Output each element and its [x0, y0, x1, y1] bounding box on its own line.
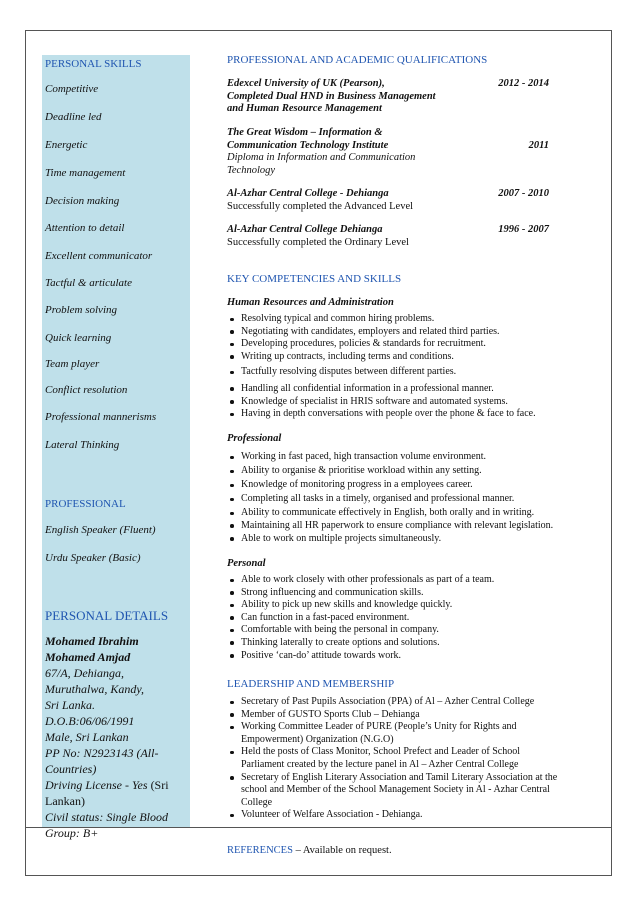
country: Sri Lanka.	[45, 698, 96, 712]
list-item: Member of GUSTO Sports Club – Dehianga	[227, 709, 572, 722]
references-text: – Available on request.	[292, 845, 392, 856]
leadership-list	[227, 696, 572, 822]
qualification-years: 2007 - 2010	[498, 188, 549, 199]
personal-details	[45, 633, 188, 841]
skill-item: Tactful & articulate	[45, 277, 132, 289]
qualifications-heading: PROFESSIONAL AND ACADEMIC QUALIFICATIONS	[227, 54, 488, 66]
qualification-title: Successfully completed the Advanced Level	[227, 200, 414, 212]
skill-item: Attention to detail	[45, 222, 125, 234]
name-line: Mohamed Ibrahim	[45, 634, 139, 648]
references-line	[227, 845, 392, 856]
qualification-title: Completed Dual HND in Business Management	[227, 90, 436, 102]
list-item: Resolving typical and common hiring problems.	[227, 313, 572, 326]
list-item: Having in depth conversations with people over the phone & face to face.	[227, 408, 572, 421]
personal-skill-list	[227, 574, 572, 662]
personal-skills-heading: PERSONAL SKILLS	[45, 58, 142, 70]
date-of-birth: D.O.B:06/06/1991	[45, 714, 135, 728]
skill-item: Quick learning	[45, 332, 112, 344]
list-item: Comfortable with being the personal in company.	[227, 624, 572, 637]
qualification-entry	[227, 188, 557, 213]
list-item: Able to work on multiple projects simultaneously.	[227, 533, 572, 546]
references-heading: REFERENCES	[227, 845, 293, 856]
qualification-title: and Human Resource Management	[227, 103, 382, 114]
address: 67/A, Dehianga, Muruthalwa, Kandy,	[45, 666, 145, 696]
skill-item: Team player	[45, 358, 100, 370]
list-item: Able to work closely with other professionals as part of a team.	[227, 574, 572, 587]
list-item: Knowledge of monitoring progress in a employees career.	[227, 479, 572, 492]
qualification-title: Successfully completed the Ordinary Level	[227, 236, 409, 248]
qualification-entry	[227, 78, 557, 116]
professional-heading: PROFESSIONAL	[45, 498, 126, 510]
professional-skill-list	[227, 451, 572, 545]
professional-skills-heading: Professional	[227, 433, 282, 444]
language-item: English Speaker (Fluent)	[45, 524, 156, 536]
personal-skills-subheading: Personal	[227, 558, 266, 569]
skill-item: Excellent communicator	[45, 250, 153, 262]
list-item: Can function in a fast-paced environment.	[227, 612, 572, 625]
institution: Al-Azhar Central College - Dehianga	[227, 188, 389, 199]
skill-item: Time management	[45, 167, 126, 179]
list-item: Working Committee Leader of PURE (People’s Unity for Rights and Empowerment) Organization (N.G.O)	[227, 721, 572, 746]
list-item: Secretary of Past Pupils Association (PPA) of Al – Azher Central College	[227, 696, 572, 709]
gender-nationality: Male, Sri Lankan	[45, 730, 129, 744]
list-item: Held the posts of Class Monitor, School Prefect and Leader of School Parliament created by the lecture panel in Al – Azher Central College	[227, 746, 572, 771]
list-item: Negotiating with candidates, employers and related third parties.	[227, 326, 572, 339]
license-label: Driving License - Yes	[45, 778, 148, 792]
skill-item: Professional mannerisms	[45, 411, 157, 423]
qualification-entry	[227, 224, 557, 249]
skill-item: Problem solving	[45, 304, 117, 316]
list-item: Ability to pick up new skills and knowledge quickly.	[227, 599, 572, 612]
driving-license	[45, 777, 188, 809]
list-item: Developing procedures, policies & standards for recruitment.	[227, 338, 572, 351]
skill-item: Lateral Thinking	[45, 439, 120, 451]
hr-skill-list	[227, 313, 572, 421]
civil-status: Civil status: Single Blood Group: B+	[45, 810, 168, 840]
institution: Edexcel University of UK (Pearson),	[227, 78, 385, 89]
institution: Al-Azhar Central College Dehianga	[227, 224, 383, 235]
personal-details-heading: PERSONAL DETAILS	[45, 608, 169, 623]
list-item: Volunteer of Welfare Association - Dehianga.	[227, 809, 572, 822]
competencies-heading: KEY COMPETENCIES AND SKILLS	[227, 273, 402, 285]
skill-item: Energetic	[45, 139, 88, 151]
list-item: Tactfully resolving disputes between different parties.	[227, 366, 572, 379]
skill-item: Competitive	[45, 83, 99, 95]
skill-item: Conflict resolution	[45, 384, 128, 396]
leadership-heading: LEADERSHIP AND MEMBERSHIP	[227, 678, 395, 690]
list-item: Ability to communicate effectively in English, both orally and in writing.	[227, 507, 572, 520]
name-line: Mohamed Amjad	[45, 650, 131, 664]
list-item: Positive ‘can-do’ attitude towards work.	[227, 650, 572, 663]
license-country: (Sri Lankan)	[45, 778, 169, 808]
qualification-years: 2012 - 2014	[498, 78, 549, 89]
qualification-years: 1996 - 2007	[498, 224, 549, 235]
skill-item: Deadline led	[45, 111, 102, 123]
hr-heading: Human Resources and Administration	[227, 297, 394, 308]
list-item: Handling all confidential information in a professional manner.	[227, 383, 572, 396]
list-item: Maintaining all HR paperwork to ensure compliance with relevant legislation.	[227, 520, 572, 533]
list-item: Working in fast paced, high transaction volume environment.	[227, 451, 572, 464]
institution: The Great Wisdom – Information &	[227, 127, 383, 138]
institution: Communication Technology Institute	[227, 139, 389, 151]
qualification-title: Diploma in Information and Communication	[227, 152, 416, 163]
qualification-title: Technology	[227, 164, 276, 176]
list-item: Ability to organise & prioritise workload within any setting.	[227, 465, 572, 478]
qualification-entry	[227, 127, 557, 177]
list-item: Secretary of English Literary Association and Tamil Literary Association at the school and Member of the School Management Society in Al - Azhar Central College	[227, 772, 572, 810]
list-item: Thinking laterally to create options and solutions.	[227, 637, 572, 650]
skill-item: Decision making	[45, 195, 120, 207]
list-item: Knowledge of specialist in HRIS software and automated systems.	[227, 396, 572, 409]
list-item: Completing all tasks in a timely, organised and professional manner.	[227, 493, 572, 506]
list-item: Writing up contracts, including terms and conditions.	[227, 351, 572, 364]
language-item: Urdu Speaker (Basic)	[45, 552, 141, 564]
passport-number: PP No: N2923143 (All-Countries)	[45, 746, 159, 776]
qualification-years: 2011	[528, 140, 549, 151]
list-item: Strong influencing and communication skills.	[227, 587, 572, 600]
